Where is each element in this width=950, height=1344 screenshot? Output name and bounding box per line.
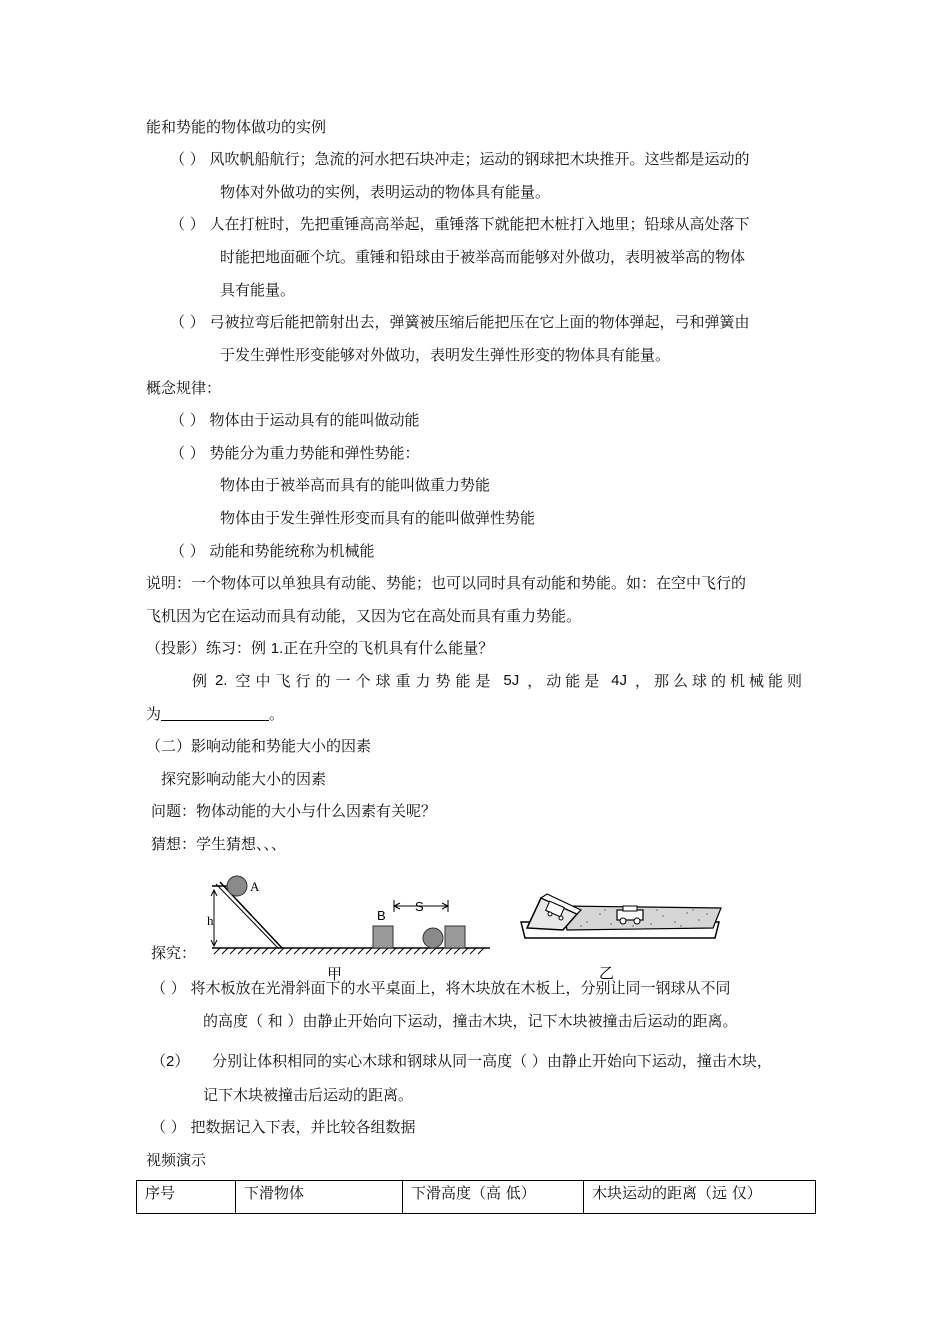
- exercise-text: 正在升空的飞机具有什么能量？: [283, 639, 494, 657]
- figure-caption-left: 甲: [327, 965, 343, 983]
- exercise-label: （投影）练习：例: [146, 639, 271, 657]
- text-line: （ ） 弓被拉弯后能把箭射出去，弹簧被压缩后能把压在它上面的物体弹起，弓和弹簧由: [170, 313, 750, 331]
- text-line: 探究：: [151, 944, 197, 962]
- text-line: （ ） 人在打桩时，先把重锤高高举起，重锤落下就能把木桩打入地里；铅球从高处落下: [170, 215, 750, 233]
- data-table: [136, 1180, 816, 1214]
- exercise-text: ，动能是: [527, 672, 604, 690]
- text-line: 于发生弹性形变能够对外做功，表明发生弹性形变的物体具有能量。: [220, 346, 671, 364]
- wood-block: [445, 926, 465, 948]
- incline-ramp: [212, 882, 282, 948]
- text-line: 能和势能的物体做功的实例: [146, 118, 327, 136]
- text-line: （ ） 动能和势能统称为机械能: [170, 542, 375, 560]
- table-header-cell: 序号: [137, 1181, 236, 1214]
- label-b: B: [377, 908, 386, 923]
- text-line: 物体由于发生弹性形变而具有的能叫做弹性势能: [220, 509, 536, 527]
- table-header-row: [137, 1181, 816, 1214]
- exercise-text: 空中飞行的一个球重力势能是: [235, 672, 496, 690]
- text-line: （ ） 物体由于运动具有的能叫做动能: [170, 411, 420, 429]
- text-line: 记下木块被撞击后运动的距离。: [203, 1086, 414, 1104]
- text-line: （ ） 把数据记入下表，并比较各组数据: [151, 1118, 416, 1136]
- text-line: （ ） 势能分为重力势能和弹性势能：: [170, 444, 420, 462]
- steel-ball-a: [227, 876, 247, 896]
- table-header-cell: 木块运动的距离（远 仅）: [584, 1181, 816, 1214]
- figure-caption-right: 乙: [599, 964, 615, 982]
- exercise-2: [192, 671, 806, 691]
- answer-line: [146, 704, 284, 724]
- table-header-cell: 下滑物体: [236, 1181, 403, 1214]
- kinetic-energy-value: 4J: [611, 672, 628, 689]
- potential-energy-value: 5J: [503, 672, 520, 689]
- answer-blank[interactable]: [161, 706, 269, 721]
- section-heading: 概念规律：: [146, 379, 222, 397]
- label-s: S: [415, 899, 424, 914]
- text-line: 具有能量。: [220, 281, 296, 299]
- exercise-number: 2.: [214, 672, 228, 689]
- exercise-number: 1.: [270, 640, 284, 657]
- answer-prefix: 为: [146, 705, 162, 723]
- text-line: 物体对外做功的实例，表明运动的物体具有能量。: [220, 183, 551, 201]
- text-line: 说明：一个物体可以单独具有动能、势能；也可以同时具有动能和势能。如：在空中飞行的: [146, 574, 747, 592]
- text-line: [151, 1051, 772, 1072]
- text-line: 猜想：学生猜想、、、: [151, 835, 287, 853]
- sub-heading: 探究影响动能大小的因素: [161, 770, 327, 788]
- ground-surface: [212, 948, 490, 954]
- text-line: 时能把地面砸个坑。重锤和铅球由于被举高而能够对外做功，表明被举高的物体: [220, 248, 746, 266]
- wood-block-b: [373, 926, 393, 948]
- exercise-text: ，那么球的机械能则: [634, 672, 806, 690]
- step-number: （2）: [151, 1053, 190, 1070]
- label-a: A: [250, 879, 260, 894]
- text-line: 的高度（ 和 ）由静止开始向下运动，撞击木块，记下木块被撞击后运动的距离。: [203, 1012, 738, 1030]
- section-heading: （二）影响动能和势能大小的因素: [146, 737, 372, 755]
- exercise-label: 例: [192, 672, 208, 690]
- step-text: 分别让体积相同的实心木球和钢球从同一高度（ ）由静止开始向下运动，撞击木块，: [212, 1052, 772, 1070]
- figure-incline-experiment: [202, 868, 494, 986]
- figure-board-experiment: [515, 884, 730, 984]
- text-line: 物体由于被举高而具有的能叫做重力势能: [220, 476, 491, 494]
- answer-suffix: 。: [269, 705, 285, 723]
- text-line: 视频演示: [146, 1151, 207, 1169]
- text-line: 问题：物体动能的大小与什么因素有关呢？: [151, 802, 437, 820]
- text-line: 飞机因为它在运动而具有动能，又因为它在高处而具有重力势能。: [146, 607, 582, 625]
- steel-ball: [423, 928, 443, 948]
- table-header-cell: 下滑高度（高 低）: [403, 1181, 584, 1214]
- label-h: h: [207, 913, 214, 928]
- text-line: （ ） 风吹帆船航行；急流的河水把石块冲走；运动的钢球把木块推开。这些都是运动的: [170, 150, 750, 168]
- exercise-1: [146, 638, 493, 659]
- text-line: （ ） 将木板放在光滑斜面下的水平桌面上，将木块放在木板上，分别让同一钢球从不同: [151, 979, 731, 997]
